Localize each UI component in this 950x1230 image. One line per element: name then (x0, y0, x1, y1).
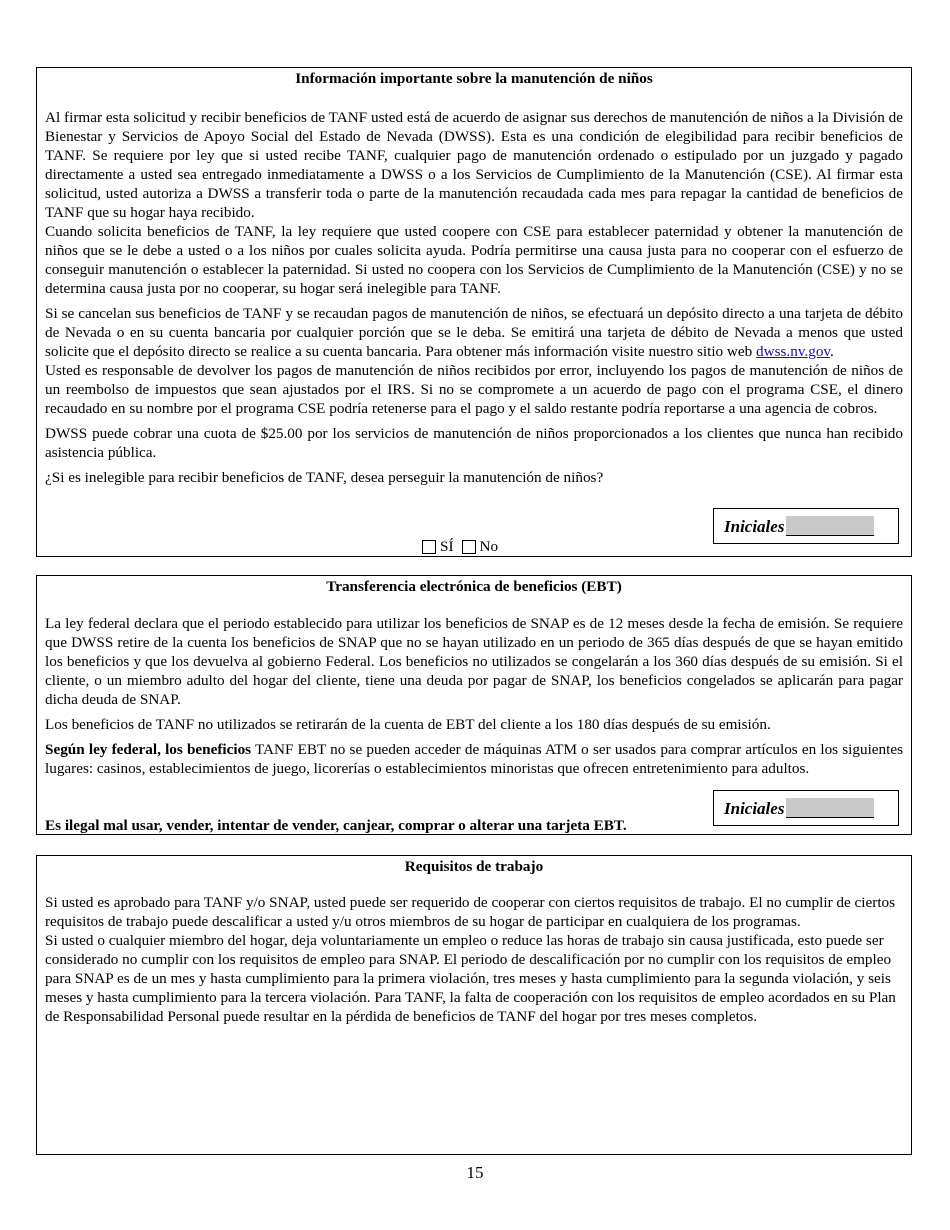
child-support-paragraph-3-end: . (830, 343, 834, 360)
ebt-paragraph-3 (45, 740, 903, 778)
work-requirements-section (36, 855, 912, 1155)
work-paragraph-1: Si usted es aprobado para TANF y/o SNAP, usted puede ser requerido de cooperar con ciertos requisitos de trabajo. El no cumplir de ciertos requisitos de trabajo puede descalificar a usted y/u otros miembros de su hogar de participar en cualquiera de los programas. (45, 894, 896, 930)
ebt-initials-box (713, 790, 899, 826)
no-checkbox[interactable] (462, 540, 476, 554)
child-support-choice (422, 537, 498, 556)
child-support-question: ¿Si es inelegible para recibir beneficios de TANF, desea perseguir la manutención de niños? (45, 469, 604, 486)
child-support-paragraph-1: Al firmar esta solicitud y recibir beneficios de TANF usted está de acuerdo de asignar sus derechos de manutención de niños a la División de Bienestar y Servicios de Apoyo Social del Estado de Nevada (DWSS). Esta es una condición de elegibilidad para recibir beneficios de TANF. Se requiere por ley que si usted recibe TANF, cualquier pago de manutención ordenado o estipulado por un juzgado y pagado directamente a usted sea entregado inmediatamente a DWSS o a los Servicios de Cumplimiento de la Manutención (CSE). Al firmar esta solicitud, usted autoriza a DWSS a transferir toda o parte de la manutención recaudada cada mes para repagar la cantidad de beneficios de TANF que su hogar haya recibido. (45, 109, 903, 221)
yes-label: SÍ (440, 538, 454, 555)
child-support-paragraph-5: DWSS puede cobrar una cuota de $25.00 por los servicios de manutención de niños proporcionados a los clientes que nunca han recibido asistencia pública. (45, 425, 903, 461)
no-label: No (479, 538, 499, 555)
child-support-title: Información importante sobre la manutención de niños (295, 70, 653, 87)
work-requirements-title: Requisitos de trabajo (404, 858, 544, 875)
page-number: 15 (466, 1163, 484, 1182)
child-support-paragraph-2: Cuando solicita beneficios de TANF, la ley requiere que usted coopere con CSE para establecer paternidad y obtener la manutención de niños que se le debe a usted o a los niños por cuales solicita ayuda. Podría permitirse una causa justa para no cooperar con el esfuerzo de conseguir manutención o establecer la paternidad. Si usted no coopera con los Servicios de Cumplimiento de la Manutención (CSE) y no se determina causa justa por no cooperar, su hogar será inelegible para TANF. (45, 223, 903, 297)
ebt-title: Transferencia electrónica de beneficios (EBT) (326, 578, 622, 595)
ebt-paragraph-2: Los beneficios de TANF no utilizados se retirarán de la cuenta de EBT del cliente a los 180 días después de su emisión. (45, 716, 771, 733)
child-support-section (36, 67, 912, 557)
initials-input[interactable] (786, 516, 874, 536)
child-support-paragraph-4: Usted es responsable de devolver los pagos de manutención de niños recibidos por error, incluyendo los pagos de manutención de niños de un reembolso de impuestos que sean ajustados por el IRS. Si no se compromete a un acuerdo de pago con el programa CSE, el dinero recaudado en su nombre por el programa CSE podría retenerse para el pago y el saldo restante podría reportarse a una agencia de cobros. (45, 362, 903, 417)
initials-input[interactable] (786, 798, 874, 818)
ebt-section (36, 575, 912, 835)
initials-label: Iniciales (724, 516, 785, 536)
child-support-paragraph-3-text: Si se cancelan sus beneficios de TANF y se recaudan pagos de manutención de niños, se efectuará un depósito directo a una tarjeta de débito de Nevada o en su cuenta bancaria por cualquier porción que se le deba. Se emitirá una tarjeta de débito de Nevada a menos que usted solicite que el depósito directo se realice a su cuenta bancaria. Para obtener más información visite nuestro sitio web (45, 305, 903, 360)
ebt-paragraph-1: La ley federal declara que el periodo establecido para utilizar los beneficios de SNAP es de 12 meses desde la fecha de emisión. Se requiere que DWSS retire de la cuenta los beneficios de SNAP que no se hayan utilizado en un periodo de 365 días después de que se hayan emitido los beneficios y que los devuelva al gobierno Federal. Los beneficios no utilizados se congelarán a los 360 días después de su emisión. Si el cliente, o un miembro adulto del hogar del cliente, tiene una deuda por pagar de SNAP, los beneficios congelados se aplicarán para pagar dicha deuda de SNAP. (45, 615, 903, 708)
dwss-website-link[interactable]: dwss.nv.gov (756, 343, 831, 360)
ebt-paragraph-3-bold: Según ley federal, los beneficios (45, 741, 252, 758)
yes-checkbox[interactable] (422, 540, 436, 554)
child-support-initials-box (713, 508, 899, 544)
ebt-warning: Es ilegal mal usar, vender, intentar de vender, canjear, comprar o alterar una tarjeta EBT. (45, 817, 627, 834)
work-paragraph-2: Si usted o cualquier miembro del hogar, deja voluntariamente un empleo o reduce las horas de trabajo sin causa justificada, esto puede ser considerado no cumplir con los requisitos de empleo para SNAP. El periodo de descalificación por no cumplir con los requisitos de empleo para SNAP es de un mes y hasta cumplimiento para la primera violación, tres meses y hasta cumplimiento para la segunda violación, y seis meses y hasta cumplimiento para la tercera violación. Para TANF, la falta de cooperación con los requisitos de empleo acordados en su Plan de Responsabilidad Personal puede resultar en la pérdida de beneficios de TANF del hogar por tres meses completos. (45, 932, 896, 1025)
child-support-paragraph-3 (45, 304, 903, 361)
ebt-paragraph-3-text: TANF EBT no se pueden acceder de máquinas ATM o ser usados para comprar artículos en los siguientes lugares: casinos, establecimientos de juego, licorerías o establecimientos minoristas que ofrecen entretenimiento para adultos. (45, 741, 904, 777)
initials-label: Iniciales (724, 798, 785, 818)
